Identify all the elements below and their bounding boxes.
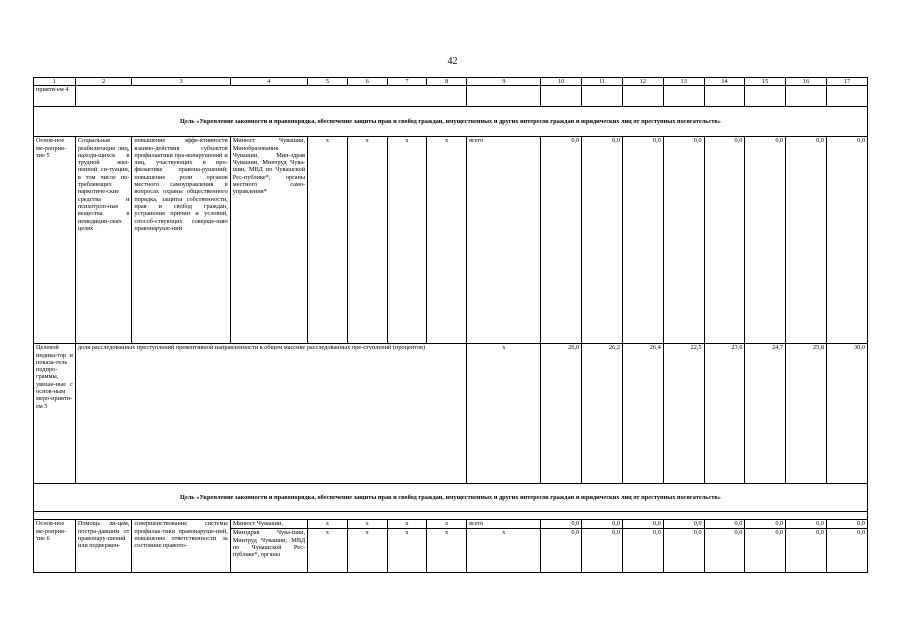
page-number: 42: [447, 56, 458, 67]
header-cell: 11: [582, 78, 623, 86]
goal-text: Цель «Укрепление законности и правопорядка, обеспечение защиты прав и свобод граждан, имущественных и других интересов граждан и юридических лиц от преступных посягательств»: [34, 484, 868, 512]
value-cell: 0,0: [663, 520, 704, 529]
value-cell: 0,0: [704, 529, 745, 573]
value-cell: 26,4: [623, 344, 664, 484]
value-cell: 0,0: [582, 529, 623, 573]
cell-x: х: [427, 137, 467, 344]
event-title: Социальная реабилитация лиц, находя-щихся в трудной жиз-ненной си-туации, в том числе по-требляющих наркотиче-ские средства и психотроп-ные вещества в немедицин-ских целях: [75, 137, 132, 344]
value-cell: 0,0: [826, 529, 867, 573]
value-cell: 25,8: [786, 344, 827, 484]
event-label: Основ-ное ме-роприя-тие 6: [34, 520, 76, 573]
cell-x: х: [467, 529, 541, 573]
empty-cell: [582, 86, 623, 107]
row-label: прияти-ем 4: [34, 86, 76, 107]
cell-x: х: [308, 137, 348, 344]
header-cell: 14: [704, 78, 745, 86]
empty-cell: [663, 86, 704, 107]
spacer-row: [34, 512, 868, 520]
header-cell: 7: [387, 78, 427, 86]
header-cell: 1: [34, 78, 76, 86]
program-table: [33, 77, 868, 573]
header-cell: 10: [541, 78, 582, 86]
table-row: [34, 520, 868, 529]
empty-cell: [467, 86, 541, 107]
empty-cell: [745, 86, 786, 107]
goal-row: [34, 484, 868, 512]
goal-text: Цель «Укрепление законности и правопорядка, обеспечение защиты прав и свобод граждан, имущественных и других интересов граждан и юридических лиц от преступных посягательств»: [34, 107, 868, 137]
empty-cell: [786, 86, 827, 107]
value-cell: 0,0: [541, 529, 582, 573]
value-cell: 30,0: [826, 344, 867, 484]
cell-x: х: [387, 529, 427, 573]
empty-cell: [826, 86, 867, 107]
value-cell: 0,0: [541, 520, 582, 529]
value-cell: 0,0: [786, 137, 827, 344]
value-cell: 22,5: [663, 344, 704, 484]
cell-x: х: [427, 520, 467, 529]
value-cell: 0,0: [541, 137, 582, 344]
event-label: Основ-ное ме-роприя-тие 5: [34, 137, 76, 344]
cell-x: х: [308, 520, 348, 529]
header-cell: 6: [347, 78, 387, 86]
value-cell: 0,0: [623, 520, 664, 529]
event-goal: повышение эффе-ктивности взаимо-действия субъектов профилактики пра-вонарушений и лиц, участвующих в про-филактике правона-рушений; повышение роли органов местного самоуправления в вопросах охраны общественного порядка, защиты собственности, прав и свобод граждан, устранения причин и условий, способ-ствующих соверше-нию правонаруше-ний: [132, 137, 230, 344]
value-cell: 24,7: [745, 344, 786, 484]
empty-cell: [75, 86, 466, 107]
cell-x: х: [308, 529, 348, 573]
header-cell: 9: [467, 78, 541, 86]
indicator-text: доля расследованных преступлений превентивной направленности в общем массиве расследованных пре-ступлений (процентов): [75, 344, 466, 484]
empty-cell: [704, 86, 745, 107]
cell-x: х: [387, 520, 427, 529]
value-cell: 26,2: [582, 344, 623, 484]
value-cell: 0,0: [786, 529, 827, 573]
value-cell: 23,6: [704, 344, 745, 484]
spacer: [34, 512, 868, 520]
value-cell: 0,0: [704, 137, 745, 344]
table-row: [34, 86, 868, 107]
value-cell: 0,0: [786, 520, 827, 529]
header-cell: 2: [75, 78, 132, 86]
cell-x: х: [347, 137, 387, 344]
cell-x: х: [387, 137, 427, 344]
event-executors: Минюст Чувашии, Минобразования Чувашии, Мин-здрав Чувашии, Минтруд Чува-шии, МВД по Чувашской Рес-публике*, органы местного само-управления*: [230, 137, 307, 344]
cell-x: х: [347, 529, 387, 573]
event-title: Помощь ли-цам, постра-давшим от правонару-шений или подвержен-: [75, 520, 132, 573]
indicator-label: Целевой индика-тор и показа-тель подпро-граммы, увязан-ные с основ-ным меро-прияти-ем 5: [34, 344, 76, 484]
value-cell: 0,0: [826, 137, 867, 344]
header-cell: 4: [230, 78, 307, 86]
value-cell: 0,0: [582, 137, 623, 344]
event-executor: Минюст Чувашии,: [230, 520, 307, 529]
value-cell: 0,0: [745, 520, 786, 529]
value-cell: 0,0: [745, 137, 786, 344]
cell-x: х: [427, 529, 467, 573]
value-cell: 26,0: [541, 344, 582, 484]
cell-x: х: [347, 520, 387, 529]
header-cell: 3: [132, 78, 230, 86]
header-cell: 16: [786, 78, 827, 86]
header-cell: 5: [308, 78, 348, 86]
header-row: [34, 78, 868, 86]
empty-cell: [623, 86, 664, 107]
value-cell: 0,0: [663, 529, 704, 573]
header-cell: 12: [623, 78, 664, 86]
table-row: [34, 137, 868, 344]
event-goal: совершенствование системы профилак-тики правонаруше-ний, повышение ответственности за состояние правопо-: [132, 520, 230, 573]
header-cell: 8: [427, 78, 467, 86]
table-row: [34, 344, 868, 484]
header-cell: 13: [663, 78, 704, 86]
empty-cell: [541, 86, 582, 107]
value-cell: 0,0: [623, 137, 664, 344]
funding-source: всего: [467, 137, 541, 344]
value-cell: 0,0: [582, 520, 623, 529]
value-cell: 0,0: [826, 520, 867, 529]
value-cell: 0,0: [663, 137, 704, 344]
value-cell: 0,0: [745, 529, 786, 573]
goal-row: [34, 107, 868, 137]
value-cell: 0,0: [623, 529, 664, 573]
event-executors: Минздрав Чува-шии, Минтруд Чувашии, МВД по Чувашской Рес-публике*, органы: [230, 529, 307, 573]
funding-source: всего: [467, 520, 541, 529]
value-cell: 0,0: [704, 520, 745, 529]
header-cell: 15: [745, 78, 786, 86]
header-cell: 17: [826, 78, 867, 86]
cell-x: х: [467, 344, 541, 484]
